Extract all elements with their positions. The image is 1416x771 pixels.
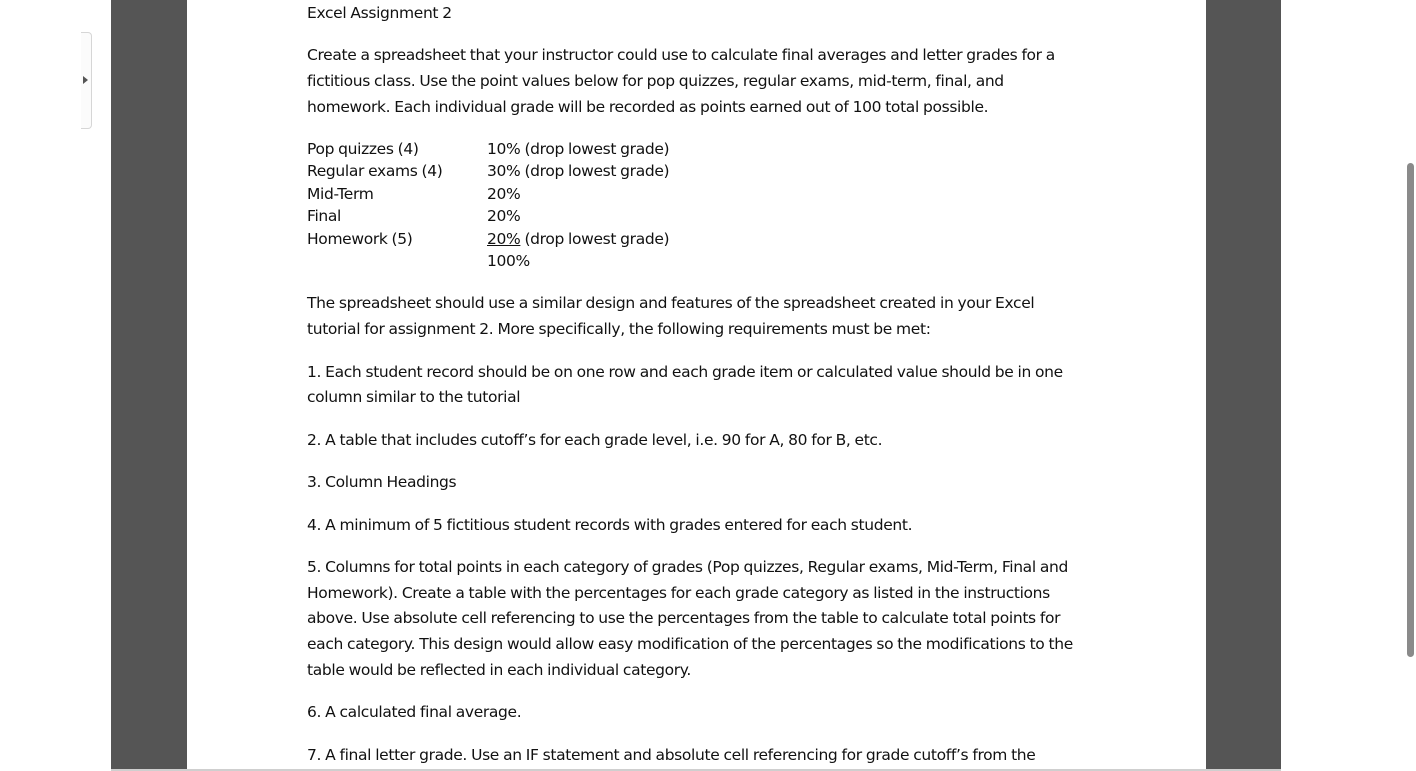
intro-line-1: Create a spreadsheet that your instructor could use to calculate final averages and letter grades for a (307, 46, 1055, 64)
grade-item-label: Mid-Term (307, 185, 374, 203)
grade-item-weight (487, 206, 520, 226)
grade-item-label: Final (307, 207, 341, 225)
requirement-1-line-2: column similar to the tutorial (307, 388, 521, 406)
grade-item-pct: 20% (487, 230, 521, 248)
design-line-2: tutorial for assignment 2. More specifically, the following requirements must be met: (307, 320, 931, 338)
grade-item-pct: 20% (487, 207, 521, 225)
intro-line-2: fictitious class. Use the point values below for pop quizzes, regular exams, mid-term, final, and (307, 72, 1004, 90)
grade-item-weight (487, 139, 669, 159)
grade-item-weight (487, 161, 669, 181)
grade-item-note: (drop lowest grade) (520, 140, 670, 158)
requirement-5-line-4: each category. This design would allow easy modification of the percentages so the modifications to the (307, 635, 1073, 653)
requirement-5-line-1: 5. Columns for total points in each category of grades (Pop quizzes, Regular exams, Mid-Term, Final and (307, 558, 1068, 576)
grade-item-label: Regular exams (4) (307, 162, 443, 180)
requirement-7: 7. A final letter grade. Use an IF statement and absolute cell referencing for grade cutoff’s from the (307, 746, 1036, 764)
requirement-6: 6. A calculated final average. (307, 703, 522, 721)
document-page (187, 0, 1206, 769)
design-line-1: The spreadsheet should use a similar design and features of the spreadsheet created in your Excel (307, 294, 1035, 312)
grade-item-pct: 20% (487, 185, 521, 203)
grade-item-pct: 10% (487, 140, 521, 158)
expand-triangle-icon (83, 76, 88, 84)
requirement-5-line-5: table would be reflected in each individual category. (307, 661, 691, 679)
requirement-5-line-3: above. Use absolute cell referencing to use the percentages from the table to calculate total points for (307, 609, 1061, 627)
grade-item-label: Pop quizzes (4) (307, 140, 419, 158)
grade-total: 100% (487, 252, 530, 270)
grade-item-note: (drop lowest grade) (520, 162, 670, 180)
grade-item-note: (drop lowest grade) (520, 230, 670, 248)
intro-line-3: homework. Each individual grade will be recorded as points earned out of 100 total possible. (307, 98, 989, 116)
scrollbar-thumb[interactable] (1407, 163, 1414, 657)
grade-item-weight (487, 184, 520, 204)
sidebar-toggle-button[interactable] (81, 32, 92, 129)
requirement-5-line-2: Homework). Create a table with the percentages for each grade category as listed in the instructions (307, 584, 1050, 602)
grade-item-weight (487, 229, 669, 249)
requirement-3: 3. Column Headings (307, 473, 457, 491)
grade-item-pct: 30% (487, 162, 521, 180)
requirement-2: 2. A table that includes cutoff’s for each grade level, i.e. 90 for A, 80 for B, etc. (307, 431, 883, 449)
requirement-1-line-1: 1. Each student record should be on one row and each grade item or calculated value should be in one (307, 363, 1063, 381)
grade-item-label: Homework (5) (307, 230, 413, 248)
document-title: Excel Assignment 2 (307, 4, 452, 22)
requirement-4: 4. A minimum of 5 fictitious student records with grades entered for each student. (307, 516, 913, 534)
